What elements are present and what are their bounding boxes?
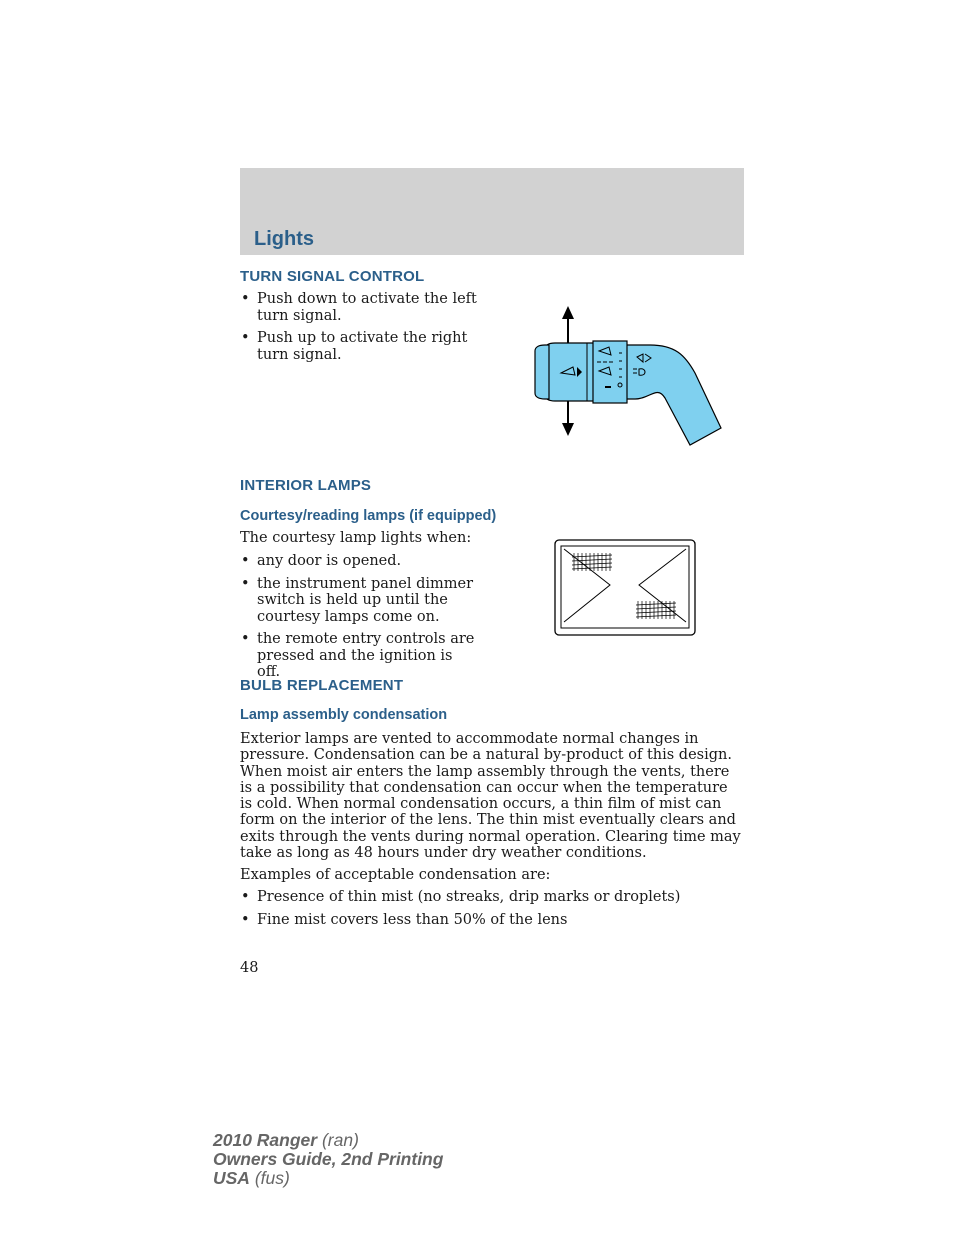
list-item: • Presence of thin mist (no streaks, drip marks or droplets) <box>240 889 744 906</box>
interior-lamps-heading: INTERIOR LAMPS <box>240 477 372 494</box>
condensation-paragraph: Exterior lamps are vented to accommodate normal changes in pressure. Condensation can be a natural by-product of this design. When moist air enters the lamp assembly through the vents, there is a possibility that condensation can occur when the temperature is cold. When normal condensation occurs, a thin film of mist can form on the interior of the lens. The thin mist eventually clears and exits through the vents during normal operation. Clearing time may take as long as 48 hours under dry weather conditions. <box>240 731 741 862</box>
turn-signal-list <box>240 291 495 363</box>
list-item: • Push down to activate the left turn signal. <box>240 291 495 324</box>
footer-line-3 <box>213 1169 443 1188</box>
section-header-band <box>240 168 744 255</box>
condensation-subheading: Lamp assembly condensation <box>240 707 448 723</box>
courtesy-lamp-illustration <box>554 539 698 638</box>
courtesy-lamps-intro: The courtesy lamp lights when: <box>240 530 472 546</box>
footer-line-1 <box>213 1131 443 1150</box>
footer-edition: Owners Guide, 2nd Printing <box>213 1149 444 1169</box>
list-item: • Fine mist covers less than 50% of the lens <box>240 912 744 929</box>
list-item: • Push up to activate the right turn signal. <box>240 330 495 363</box>
courtesy-lamps-subheading: Courtesy/reading lamps (if equipped) <box>240 508 497 524</box>
condensation-examples-list <box>240 889 744 928</box>
list-item: • the instrument panel dimmer switch is held up until the courtesy lamps come on. <box>240 576 480 626</box>
page-number: 48 <box>240 960 259 976</box>
turn-signal-heading: TURN SIGNAL CONTROL <box>240 268 425 285</box>
bulb-replacement-heading: BULB REPLACEMENT <box>240 677 404 694</box>
section-title: Lights <box>254 228 314 250</box>
footer-market: USA <box>213 1168 250 1188</box>
footer-market-code: (fus) <box>254 1168 290 1188</box>
list-item: • any door is opened. <box>240 553 480 570</box>
footer-line-2 <box>213 1150 443 1169</box>
footer-model: 2010 Ranger <box>213 1130 318 1150</box>
courtesy-lamps-list <box>240 553 480 681</box>
list-item: • the remote entry controls are pressed and the ignition is off. <box>240 631 480 681</box>
turn-signal-stalk-illustration <box>525 303 725 448</box>
condensation-examples-intro: Examples of acceptable condensation are: <box>240 867 551 883</box>
footer-model-code: (ran) <box>321 1130 359 1150</box>
document-footer <box>213 1131 443 1188</box>
